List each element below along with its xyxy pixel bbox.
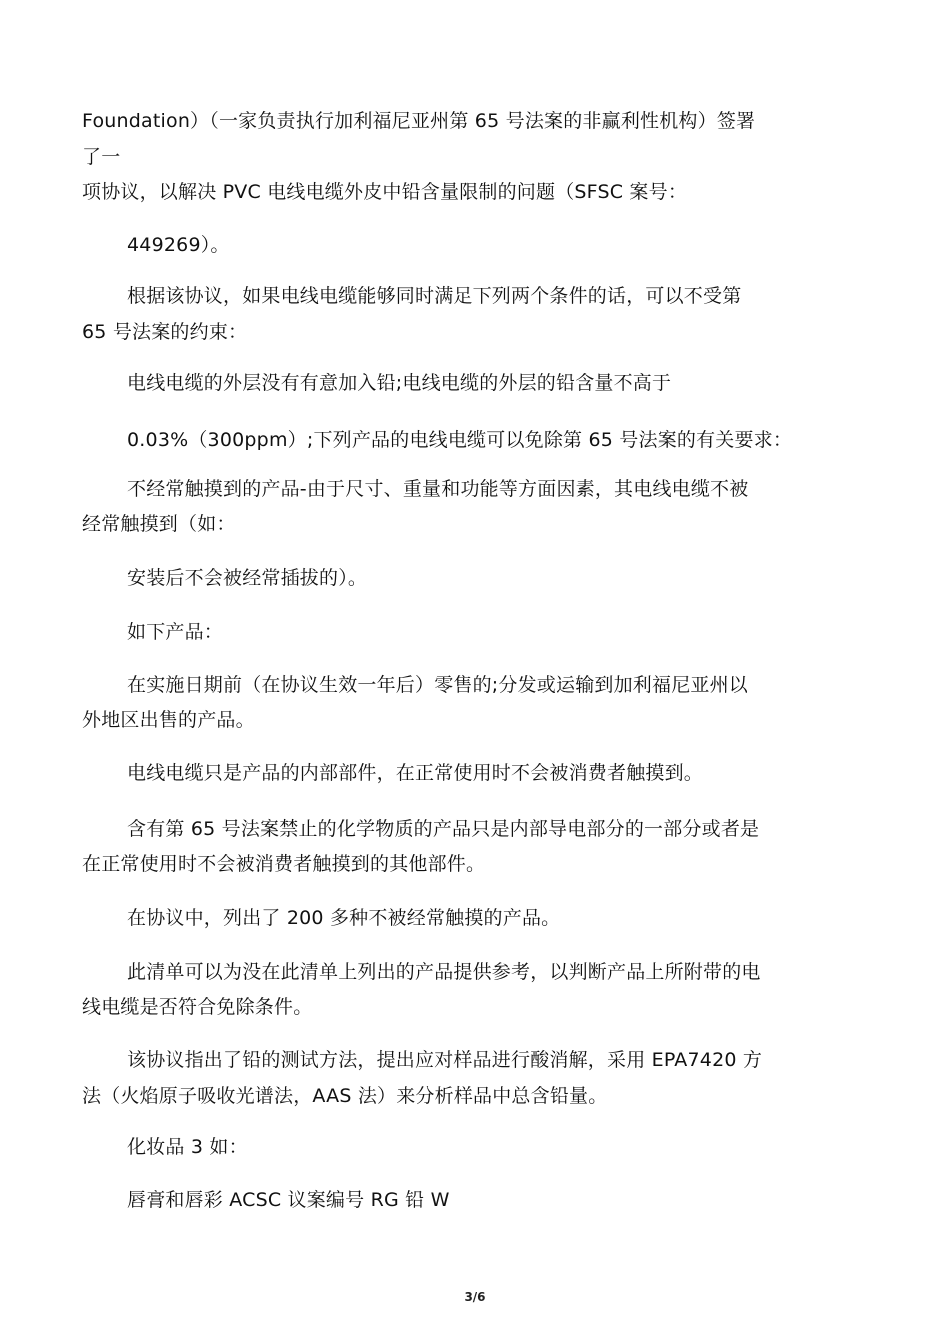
text-line: 化妆品 3 如： xyxy=(127,1136,248,1158)
text-line: 根据该协议，如果电线电缆能够同时满足下列两个条件的话，可以不受第 xyxy=(127,285,742,307)
text-line: 电线电缆的外层没有有意加入铅;电线电缆的外层的铅含量不高于 xyxy=(127,372,672,394)
text-line: Foundation）（一家负责执行加利福尼亚州第 65 号法案的非赢利性机构）签署 xyxy=(82,110,756,132)
text-line: 此清单可以为没在此清单上列出的产品提供参考，以判断产品上所附带的电 xyxy=(127,961,761,983)
text-line: 65 号法案的约束： xyxy=(82,321,248,343)
text-line: 唇膏和唇彩 ACSC 议案编号 RG 铅 W xyxy=(127,1189,450,1211)
text-line: 449269）。 xyxy=(127,234,230,256)
text-line: 在正常使用时不会被消费者触摸到的其他部件。 xyxy=(82,853,486,875)
text-line: 如下产品： xyxy=(127,621,224,643)
text-line: 了一 xyxy=(82,146,121,168)
text-line: 该协议指出了铅的测试方法，提出应对样品进行酸消解，采用 EPA7420 方 xyxy=(127,1049,763,1071)
text-line: 0.03%（300ppm）;下列产品的电线电缆可以免除第 65 号法案的有关要求： xyxy=(127,429,793,451)
text-line: 电线电缆只是产品的内部部件，在正常使用时不会被消费者触摸到。 xyxy=(127,762,704,784)
text-line: 法（火焰原子吸收光谱法，AAS 法）来分析样品中总含铅量。 xyxy=(82,1085,608,1107)
text-line: 安装后不会被经常插拔的）。 xyxy=(127,567,368,589)
text-line: 在协议中，列出了 200 多种不被经常触摸的产品。 xyxy=(127,907,561,929)
page-number: 3/6 xyxy=(464,1290,486,1304)
text-line: 在实施日期前（在协议生效一年后）零售的;分发或运输到加利福尼亚州以 xyxy=(127,674,749,696)
text-line: 经常触摸到（如： xyxy=(82,513,236,535)
text-line: 项协议，以解决 PVC 电线电缆外皮中铅含量限制的问题（SFSC 案号： xyxy=(82,181,688,203)
text-line: 线电缆是否符合免除条件。 xyxy=(82,996,313,1018)
text-line: 含有第 65 号法案禁止的化学物质的产品只是内部导电部分的一部分或者是 xyxy=(127,818,760,840)
text-line: 外地区出售的产品。 xyxy=(82,709,255,731)
text-line: 不经常触摸到的产品-由于尺寸、重量和功能等方面因素，其电线电缆不被 xyxy=(127,478,749,500)
